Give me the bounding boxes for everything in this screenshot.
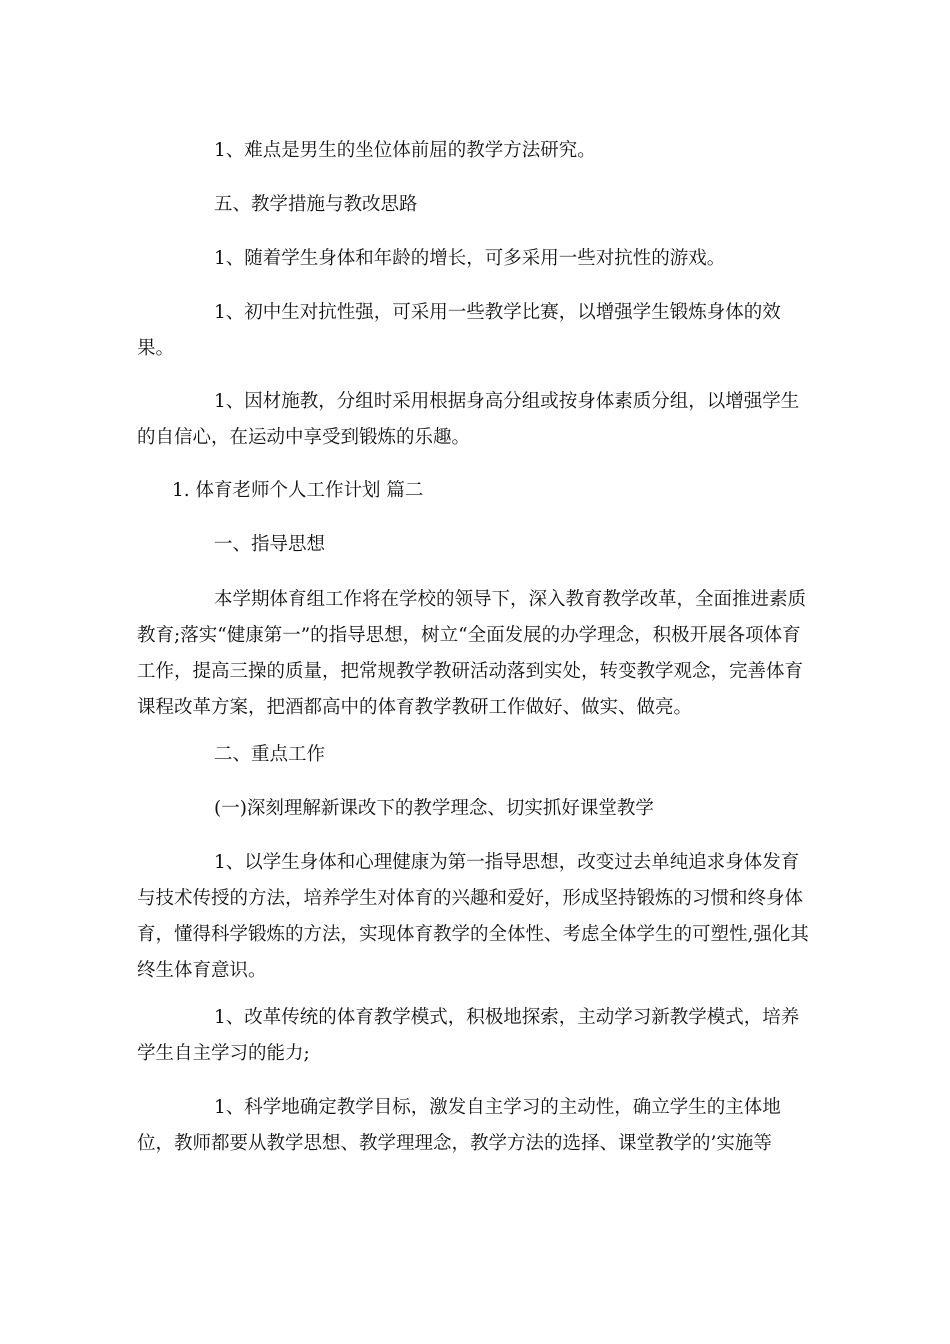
paragraph-teaching-model: 1、改革传统的体育教学模式，积极地探索，主动学习新教学模式，培养学生自主学习的能力; [137, 1007, 800, 1064]
paragraph-grouping: 1、因材施教，分组时采用根据身高分组或按身体素质分组，以增强学生的自信心，在运动中享受到锻炼的乐趣。 [137, 391, 800, 448]
paragraph-health-first: 1、以学生身体和心理健康为第一指导思想，改变过去单纯追求身体发育与技术传授的方法，培养学生对体育的兴趣和爱好，形成坚持锻炼的习惯和终身体育，懂得科学锻炼的方法，实现体育教学的全体性、考虑全体学生的可塑性,强化其终生体育意识。 [137, 852, 809, 981]
subsection-heading-classroom: (一)深刻理解新课改下的教学理念、切实抓好课堂教学 [214, 798, 654, 819]
section-heading-measures: 五、教学措施与教改思路 [214, 194, 418, 215]
paragraph-teaching-goals: 1、科学地确定教学目标，激发自主学习的主动性，确立学生的主体地位，教师都要从教学思想、教学理理念，教学方法的选择、课堂教学的’实施等 [137, 1097, 781, 1154]
paragraph-guiding-thought: 本学期体育组工作将在学校的领导下，深入教育教学改革，全面推进素质教育;落实“健康第一”的指导思想，树立“全面发展的办学理念，积极开展各项体育工作，提高三操的质量，把常规教学教研活动落到实处，转变教学观念，完善体育课程改革方案，把酒都高中的体育教学教研工作做好、做实、做亮。 [137, 589, 807, 718]
paragraph-competition: 1、初中生对抗性强，可采用一些教学比赛，以增强学生锻炼身体的效果。 [137, 302, 781, 359]
plan-title: 1. 体育老师个人工作计划 篇二 [172, 480, 424, 501]
section-heading-key-work: 二、重点工作 [214, 744, 326, 765]
paragraph-difficulty: 1、难点是男生的坐位体前屈的教学方法研究。 [214, 140, 596, 161]
paragraph-games: 1、随着学生身体和年龄的增长，可多采用一些对抗性的游戏。 [214, 248, 726, 269]
section-heading-guiding: 一、指导思想 [214, 534, 326, 555]
